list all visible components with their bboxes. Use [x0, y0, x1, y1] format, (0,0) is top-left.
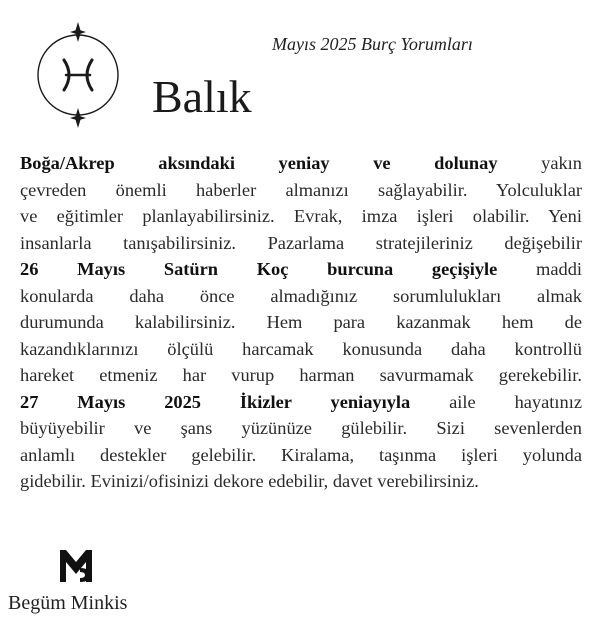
bold-phrase: 26 Mayıs Satürn Koç burcuna geçişiyle	[20, 259, 498, 279]
bold-phrase: 27 Mayıs 2025 İkizler yeniayıyla	[20, 391, 411, 412]
text-line	[20, 468, 582, 495]
text-line	[20, 283, 582, 310]
text-line	[20, 203, 582, 230]
line-text: konularda daha önce almadığınız sorumlulukları almak	[20, 285, 582, 306]
line-text: insanlarla tanışabilirsiniz. Pazarlama stratejileriniz değişebilir	[20, 232, 582, 253]
text-line	[20, 442, 582, 469]
text-line	[20, 177, 582, 204]
line-text: ve eğitimler planlayabilirsiniz. Evrak, imza işleri olabilir. Yeni	[20, 206, 582, 226]
text-line	[20, 336, 582, 363]
line-text: hareket etmeniz har vurup harman savurmamak gerekebilir.	[20, 365, 582, 385]
text-line	[20, 389, 582, 416]
page-title: Balık	[152, 71, 252, 122]
bm-monogram-icon	[56, 546, 96, 586]
text-line	[20, 256, 582, 283]
line-text: aile hayatınız	[410, 391, 582, 412]
text-line	[20, 230, 582, 257]
line-text: yakın	[497, 153, 582, 173]
text-line	[20, 150, 582, 177]
pisces-icon	[28, 20, 128, 130]
line-text: çevreden önemli haberler almanızı sağlayabilir. Yolculuklar	[20, 179, 582, 200]
line-text: kazandıklarınızı ölçülü harcamak konusunda daha kontrollü	[20, 338, 582, 359]
page-subtitle: Mayıs 2025 Burç Yorumları	[272, 34, 473, 54]
bold-phrase: Boğa/Akrep aksındaki yeniay ve dolunay	[20, 153, 498, 173]
text-line	[20, 309, 582, 336]
author-name: Begüm Minkis	[8, 592, 128, 614]
line-text: büyüyebilir ve şans yüzünüze gülebilir. Sizi sevenlerden	[20, 418, 582, 438]
line-text: maddi	[497, 259, 583, 279]
text-line	[20, 415, 582, 442]
line-text: durumunda kalabilirsiniz. Hem para kazanmak hem de	[20, 312, 582, 332]
line-text: anlamlı destekler gelebilir. Kiralama, taşınma işleri yolunda	[20, 444, 582, 465]
line-text: gidebilir. Evinizi/ofisinizi dekore edebilir, davet verebilirsiniz.	[20, 471, 479, 491]
horoscope-text	[20, 150, 582, 495]
text-line	[20, 362, 582, 389]
